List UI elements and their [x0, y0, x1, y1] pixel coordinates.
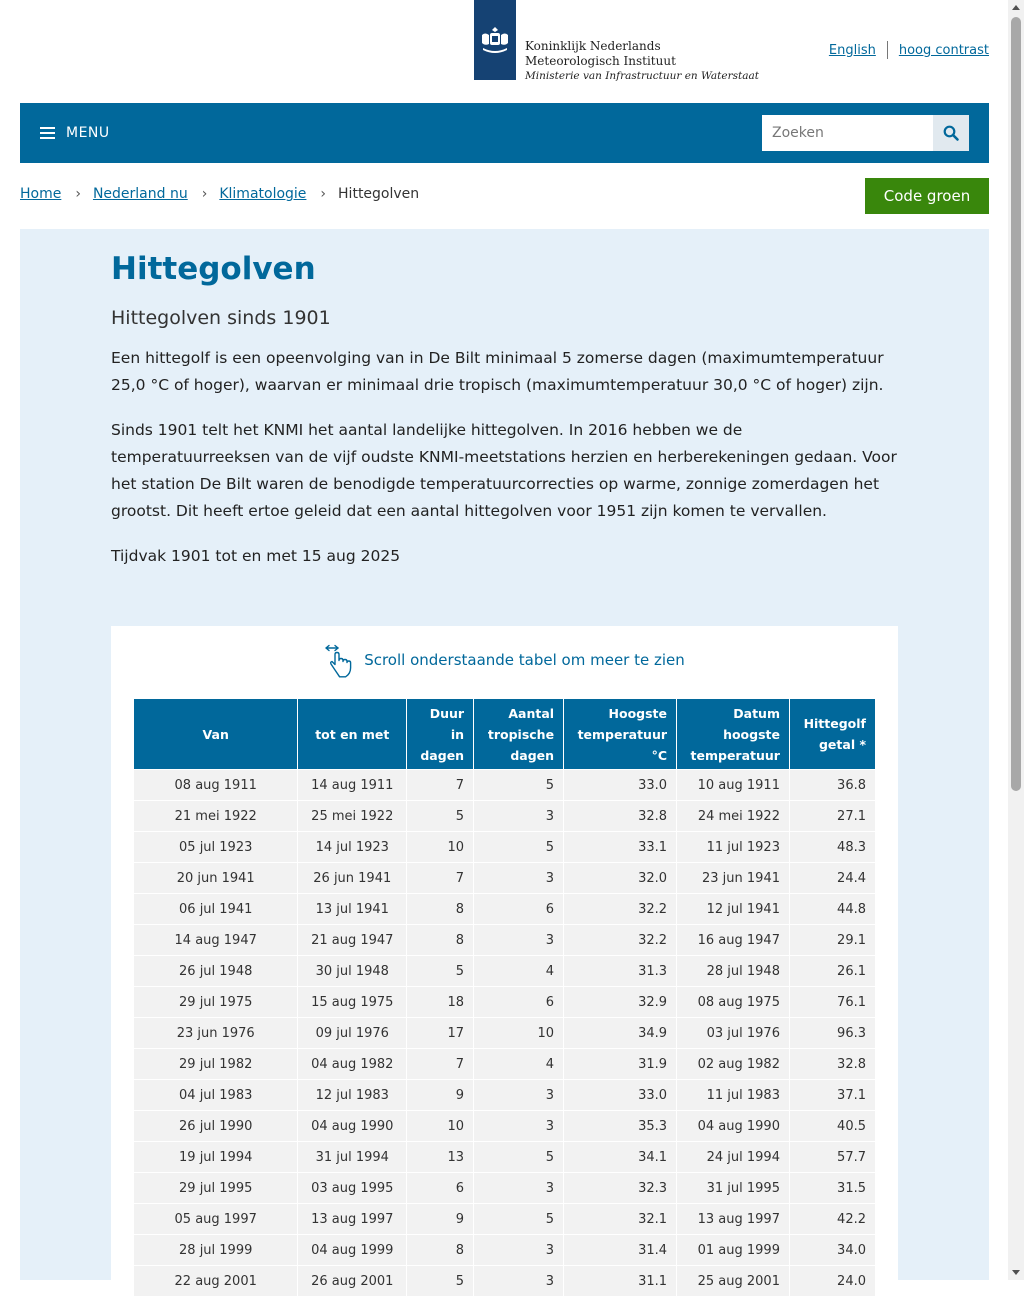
search-button[interactable] [933, 115, 969, 151]
table-cell-col-tot-en-met: 04 aug 1990 [298, 1111, 406, 1141]
table-row [134, 956, 875, 986]
breadcrumb-klimatologie[interactable]: Klimatologie [219, 186, 307, 202]
chevron-right-icon: › [320, 186, 327, 202]
table-cell-col-hittegolfgetal: 42.2 [790, 1204, 875, 1234]
table-cell-col-tot-en-met: 04 aug 1999 [298, 1235, 406, 1265]
table-cell-col-van: 28 jul 1999 [134, 1235, 297, 1265]
table-cell-col-tot-en-met: 14 jul 1923 [298, 832, 406, 862]
table-cell-col-van: 29 jul 1995 [134, 1173, 297, 1203]
high-contrast-link[interactable]: hoog contrast [898, 42, 989, 58]
table-header-col-hoogste-temperatuur [564, 699, 676, 769]
table-cell-col-datum-hoogste: 24 mei 1922 [677, 801, 789, 831]
table-cell-col-van: 26 jul 1990 [134, 1111, 297, 1141]
swipe-hand-icon [324, 644, 352, 676]
table-cell-col-van: 29 jul 1975 [134, 987, 297, 1017]
table-cell-col-hoogste-temperatuur: 34.1 [564, 1142, 676, 1172]
table-cell-col-van: 14 aug 1947 [134, 925, 297, 955]
table-cell-col-hittegolfgetal: 37.1 [790, 1080, 875, 1110]
table-cell-col-tropische-dagen: 3 [474, 1266, 563, 1296]
table-cell-col-tropische-dagen: 3 [474, 801, 563, 831]
article [111, 229, 898, 570]
logo-text [525, 39, 759, 84]
table-cell-col-duur: 7 [407, 770, 473, 800]
english-link[interactable]: English [828, 42, 876, 58]
table-cell-col-hittegolfgetal: 44.8 [790, 894, 875, 924]
table-cell-col-van: 06 jul 1941 [134, 894, 297, 924]
table-cell-col-tot-en-met: 13 jul 1941 [298, 894, 406, 924]
table-row [134, 1018, 875, 1048]
table-cell-col-hoogste-temperatuur: 31.9 [564, 1049, 676, 1079]
table-row [134, 832, 875, 862]
table-cell-col-duur: 17 [407, 1018, 473, 1048]
table-cell-col-tropische-dagen: 6 [474, 894, 563, 924]
table-row [134, 1080, 875, 1110]
main-content [20, 229, 989, 1289]
table-cell-col-duur: 8 [407, 894, 473, 924]
header-line: tot en met [315, 726, 390, 742]
table-cell-col-duur: 9 [407, 1204, 473, 1234]
table-cell-col-datum-hoogste: 11 jul 1983 [677, 1080, 789, 1110]
header-line: Hittegolf [803, 716, 866, 731]
table-header-col-van [134, 699, 297, 769]
table-cell-col-datum-hoogste: 03 jul 1976 [677, 1018, 789, 1048]
table-cell-col-duur: 7 [407, 1049, 473, 1079]
table-cell-col-tropische-dagen: 3 [474, 1111, 563, 1141]
header-line: Van [202, 726, 229, 742]
breadcrumb-home[interactable]: Home [20, 186, 62, 202]
table-cell-col-hoogste-temperatuur: 32.2 [564, 925, 676, 955]
table-cell-col-hittegolfgetal: 29.1 [790, 925, 875, 955]
table-cell-col-tropische-dagen: 4 [474, 956, 563, 986]
header-line: Duur [429, 705, 465, 721]
table-cell-col-hoogste-temperatuur: 32.1 [564, 1204, 676, 1234]
table-cell-col-hittegolfgetal: 24.0 [790, 1266, 875, 1296]
table-cell-col-hoogste-temperatuur: 33.1 [564, 832, 676, 862]
table-cell-col-hoogste-temperatuur: 33.0 [564, 770, 676, 800]
table-row [134, 801, 875, 831]
header-line: dagen [420, 747, 465, 763]
table-cell-col-hoogste-temperatuur: 34.9 [564, 1018, 676, 1048]
table-cell-col-datum-hoogste: 02 aug 1982 [677, 1049, 789, 1079]
top-links [829, 41, 989, 59]
table-cell-col-van: 21 mei 1922 [134, 801, 297, 831]
table-cell-col-tot-en-met: 26 aug 2001 [298, 1266, 406, 1296]
table-cell-col-tot-en-met: 31 jul 1994 [298, 1142, 406, 1172]
table-row [134, 894, 875, 924]
table-cell-col-hittegolfgetal: 32.8 [790, 1049, 875, 1079]
table-cell-col-tropische-dagen: 10 [474, 1018, 563, 1048]
table-cell-col-duur: 6 [407, 1173, 473, 1203]
header-line: Hoogste [608, 705, 668, 721]
table-cell-col-tot-en-met: 09 jul 1976 [298, 1018, 406, 1048]
table-cell-col-datum-hoogste: 08 aug 1975 [677, 987, 789, 1017]
table-header-col-duur [407, 699, 473, 769]
table-cell-col-tot-en-met: 14 aug 1911 [298, 770, 406, 800]
table-cell-col-tot-en-met: 15 aug 1975 [298, 987, 406, 1017]
table-cell-col-hittegolfgetal: 40.5 [790, 1111, 875, 1141]
search-icon [943, 125, 959, 141]
table-cell-col-hittegolfgetal: 36.8 [790, 770, 875, 800]
page-subtitle: Hittegolven sinds 1901 [111, 307, 331, 329]
table-cell-col-duur: 7 [407, 863, 473, 893]
header-line: dagen [510, 747, 555, 763]
search-input[interactable] [762, 115, 933, 151]
table-cell-col-van: 04 jul 1983 [134, 1080, 297, 1110]
period-text: Tijdvak 1901 tot en met 15 aug 2025 [111, 547, 401, 565]
table-row [134, 1266, 875, 1296]
knmi-logo[interactable] [474, 0, 759, 84]
chevron-right-icon: › [75, 186, 81, 202]
table-cell-col-tropische-dagen: 5 [474, 1204, 563, 1234]
header-line: in [450, 726, 465, 742]
heatwave-table [133, 698, 876, 1297]
page-title: Hittegolven [111, 251, 316, 287]
table-cell-col-hoogste-temperatuur: 32.9 [564, 987, 676, 1017]
table-header-row [134, 699, 875, 769]
breadcrumb-nederland-nu[interactable]: Nederland nu [92, 186, 188, 202]
table-cell-col-tot-en-met: 25 mei 1922 [298, 801, 406, 831]
main-navbar [20, 103, 989, 163]
breadcrumb-current: Hittegolven [338, 186, 420, 202]
scroll-hint-text: Scroll onderstaande tabel om meer te zien [364, 651, 685, 669]
menu-label: MENU [66, 125, 110, 141]
table-header-col-tot-en-met [298, 699, 406, 769]
header-line: getal * [818, 737, 866, 752]
header-line: °C [651, 747, 668, 763]
search-form [762, 115, 969, 151]
table-cell-col-tropische-dagen: 3 [474, 1173, 563, 1203]
table-cell-col-hittegolfgetal: 57.7 [790, 1142, 875, 1172]
table-row [134, 1142, 875, 1172]
table-cell-col-van: 05 jul 1923 [134, 832, 297, 862]
header-line: temperatuur [690, 747, 780, 763]
table-cell-col-hittegolfgetal: 27.1 [790, 801, 875, 831]
table-cell-col-van: 22 aug 2001 [134, 1266, 297, 1296]
page-scrollbar[interactable] [1008, 0, 1024, 1280]
table-cell-col-van: 05 aug 1997 [134, 1204, 297, 1234]
table-cell-col-tot-en-met: 03 aug 1995 [298, 1173, 406, 1203]
table-row [134, 1235, 875, 1265]
table-row [134, 1111, 875, 1141]
table-cell-col-tot-en-met: 30 jul 1948 [298, 956, 406, 986]
intro-paragraph: Een hittegolf is een opeenvolging van in De Bilt minimaal 5 zomerse dagen (maximumtemperatuur 25,0 °C of hoger), waarvan er minimaal drie tropisch (maximumtemperatuur 30,0 °C of hoger) zijn. [111, 349, 884, 394]
table-header-col-datum-hoogste [677, 699, 789, 769]
table-cell-col-tot-en-met: 13 aug 1997 [298, 1204, 406, 1234]
table-cell-col-van: 20 jun 1941 [134, 863, 297, 893]
table-cell-col-hoogste-temperatuur: 33.0 [564, 1080, 676, 1110]
table-cell-col-duur: 5 [407, 956, 473, 986]
table-cell-col-hoogste-temperatuur: 35.3 [564, 1111, 676, 1141]
table-row [134, 987, 875, 1017]
breadcrumb [20, 186, 419, 202]
chevron-right-icon: › [201, 186, 208, 202]
table-cell-col-hittegolfgetal: 26.1 [790, 956, 875, 986]
table-row [134, 925, 875, 955]
table-cell-col-tropische-dagen: 5 [474, 1142, 563, 1172]
table-cell-col-duur: 9 [407, 1080, 473, 1110]
table-cell-col-hoogste-temperatuur: 31.1 [564, 1266, 676, 1296]
table-cell-col-duur: 10 [407, 832, 473, 862]
crest-icon [478, 25, 512, 55]
table-cell-col-hoogste-temperatuur: 32.2 [564, 894, 676, 924]
table-cell-col-datum-hoogste: 16 aug 1947 [677, 925, 789, 955]
header-line: hoogste [723, 726, 780, 742]
table-cell-col-tot-en-met: 26 jun 1941 [298, 863, 406, 893]
table-row [134, 1173, 875, 1203]
scroll-down-icon[interactable] [1012, 1270, 1020, 1275]
table-cell-col-van: 26 jul 1948 [134, 956, 297, 986]
table-row [134, 1049, 875, 1079]
table-cell-col-tropische-dagen: 3 [474, 863, 563, 893]
table-cell-col-tropische-dagen: 3 [474, 925, 563, 955]
scroll-hint [111, 644, 898, 676]
table-cell-col-van: 08 aug 1911 [134, 770, 297, 800]
table-header-col-hittegolfgetal [790, 699, 875, 769]
table-cell-col-datum-hoogste: 13 aug 1997 [677, 1204, 789, 1234]
header-line: Aantal [508, 705, 555, 721]
table-cell-col-datum-hoogste: 31 jul 1995 [677, 1173, 789, 1203]
header-line: Datum [733, 705, 780, 721]
table-cell-col-tropische-dagen: 6 [474, 987, 563, 1017]
table-cell-col-hoogste-temperatuur: 32.3 [564, 1173, 676, 1203]
table-cell-col-hittegolfgetal: 48.3 [790, 832, 875, 862]
table-cell-col-van: 29 jul 1982 [134, 1049, 297, 1079]
table-cell-col-datum-hoogste: 25 aug 2001 [677, 1266, 789, 1296]
table-cell-col-duur: 5 [407, 1266, 473, 1296]
table-cell-col-duur: 18 [407, 987, 473, 1017]
table-cell-col-datum-hoogste: 12 jul 1941 [677, 894, 789, 924]
heatwave-table-card [111, 626, 898, 1289]
table-cell-col-hoogste-temperatuur: 31.3 [564, 956, 676, 986]
table-cell-col-duur: 8 [407, 925, 473, 955]
table-cell-col-hittegolfgetal: 76.1 [790, 987, 875, 1017]
table-cell-col-hoogste-temperatuur: 31.4 [564, 1235, 676, 1265]
table-cell-col-hittegolfgetal: 24.4 [790, 863, 875, 893]
table-cell-col-tot-en-met: 12 jul 1983 [298, 1080, 406, 1110]
logo-line-1: Koninklijk Nederlands [525, 39, 661, 53]
table-cell-col-hoogste-temperatuur: 32.8 [564, 801, 676, 831]
table-cell-col-van: 23 jun 1976 [134, 1018, 297, 1048]
scrollbar-thumb[interactable] [1011, 17, 1021, 791]
header-line: temperatuur [577, 726, 668, 742]
logo-emblem [474, 0, 516, 80]
table-cell-col-datum-hoogste: 11 jul 1923 [677, 832, 789, 862]
menu-button[interactable] [40, 103, 110, 163]
table-cell-col-tot-en-met: 21 aug 1947 [298, 925, 406, 955]
table-cell-col-tropische-dagen: 3 [474, 1235, 563, 1265]
header-line: tropische [487, 726, 555, 742]
ministry-name: Ministerie van Infrastructuur en Waterstaat [525, 70, 759, 82]
table-cell-col-datum-hoogste: 01 aug 1999 [677, 1235, 789, 1265]
table-cell-col-datum-hoogste: 04 aug 1990 [677, 1111, 789, 1141]
scroll-up-icon[interactable] [1012, 5, 1020, 10]
table-row [134, 770, 875, 800]
table-cell-col-tropische-dagen: 3 [474, 1080, 563, 1110]
hamburger-icon [40, 127, 55, 139]
table-cell-col-datum-hoogste: 24 jul 1994 [677, 1142, 789, 1172]
table-cell-col-hittegolfgetal: 31.5 [790, 1173, 875, 1203]
table-cell-col-duur: 10 [407, 1111, 473, 1141]
table-row [134, 1204, 875, 1234]
table-cell-col-duur: 8 [407, 1235, 473, 1265]
table-cell-col-duur: 5 [407, 801, 473, 831]
table-cell-col-datum-hoogste: 28 jul 1948 [677, 956, 789, 986]
history-paragraph: Sinds 1901 telt het KNMI het aantal landelijke hittegolven. In 2016 hebben we de temperatuurreeksen van de vijf oudste KNMI-meetstations herzien en herberekeningen gedaan. Voor het station De Bilt waren de benodigde temperatuurcorrecties op warme, zonnige zomerdagen het grootst. Dit heeft ertoe geleid dat een aantal hittegolven voor 1951 zijn komen te vervallen. [111, 421, 897, 520]
table-row [134, 863, 875, 893]
weather-code-button[interactable]: Code groen [865, 178, 989, 214]
table-cell-col-hittegolfgetal: 34.0 [790, 1235, 875, 1265]
table-body [134, 770, 875, 1296]
link-divider [887, 41, 888, 59]
table-cell-col-datum-hoogste: 10 aug 1911 [677, 770, 789, 800]
site-header [0, 0, 1008, 103]
table-cell-col-tropische-dagen: 5 [474, 770, 563, 800]
table-cell-col-hoogste-temperatuur: 32.0 [564, 863, 676, 893]
table-cell-col-tot-en-met: 04 aug 1982 [298, 1049, 406, 1079]
logo-line-2: Meteorologisch Instituut [525, 54, 676, 68]
table-cell-col-datum-hoogste: 23 jun 1941 [677, 863, 789, 893]
table-cell-col-tropische-dagen: 4 [474, 1049, 563, 1079]
table-cell-col-tropische-dagen: 5 [474, 832, 563, 862]
table-cell-col-duur: 13 [407, 1142, 473, 1172]
table-cell-col-hittegolfgetal: 96.3 [790, 1018, 875, 1048]
table-header-col-tropische-dagen [474, 699, 563, 769]
table-cell-col-van: 19 jul 1994 [134, 1142, 297, 1172]
